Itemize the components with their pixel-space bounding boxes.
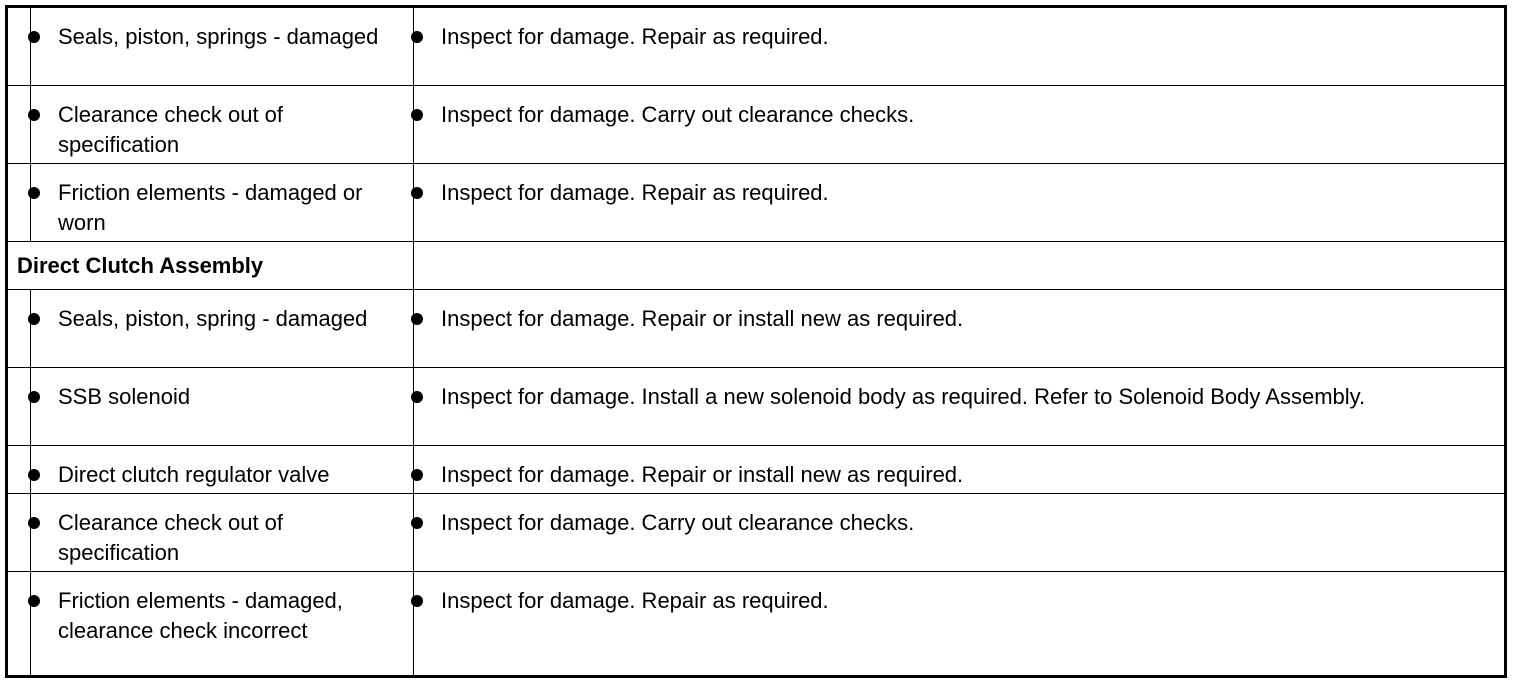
cause-cell [58, 178, 408, 238]
action-cell [441, 100, 1491, 130]
row-indent [8, 8, 31, 85]
cause-cell [58, 22, 408, 52]
table-row [8, 494, 1504, 572]
action-cell [441, 382, 1386, 412]
cause-cell [58, 586, 408, 646]
column-divider [413, 290, 414, 367]
cause-text: Clearance check out of specification [58, 102, 284, 157]
column-divider [413, 242, 414, 289]
bullet-icon [411, 187, 423, 199]
cause-cell [58, 508, 408, 568]
diagnosis-table [5, 5, 1507, 678]
cause-text: Friction elements - damaged or worn [58, 180, 363, 235]
cause-cell [58, 382, 408, 412]
bullet-icon [28, 313, 40, 325]
row-indent [8, 86, 31, 163]
bullet-icon [411, 469, 423, 481]
action-text: Inspect for damage. Repair or install new as required. [441, 462, 964, 487]
table-row [8, 86, 1504, 164]
action-cell [441, 460, 1491, 490]
action-text: Inspect for damage. Repair as required. [441, 588, 829, 613]
bullet-icon [28, 109, 40, 121]
row-indent [8, 446, 31, 493]
action-text: Inspect for damage. Carry out clearance checks. [441, 102, 915, 127]
cause-text: Direct clutch regulator valve [58, 462, 330, 487]
section-title: Direct Clutch Assembly [17, 253, 264, 278]
row-indent [8, 290, 31, 367]
column-divider [413, 86, 414, 163]
bullet-icon [411, 109, 423, 121]
column-divider [413, 494, 414, 571]
bullet-icon [411, 31, 423, 43]
column-divider [413, 368, 414, 445]
table-row [8, 446, 1504, 494]
action-text: Inspect for damage. Install a new solenoid body as required. Refer to Solenoid Body Assembly. [441, 384, 1366, 409]
action-cell [441, 22, 1491, 52]
cause-cell [58, 304, 408, 334]
action-cell [441, 508, 1491, 538]
bullet-icon [411, 391, 423, 403]
row-indent [8, 572, 31, 675]
table-row [8, 572, 1504, 675]
action-text: Inspect for damage. Carry out clearance checks. [441, 510, 915, 535]
bullet-icon [28, 469, 40, 481]
section-row [8, 242, 1504, 290]
row-indent [8, 164, 31, 241]
table-row [8, 290, 1504, 368]
column-divider [413, 572, 414, 675]
action-cell [441, 304, 1491, 334]
bullet-icon [411, 517, 423, 529]
row-indent [8, 494, 31, 571]
bullet-icon [28, 517, 40, 529]
table-row [8, 368, 1504, 446]
action-text: Inspect for damage. Repair as required. [441, 180, 829, 205]
bullet-icon [411, 313, 423, 325]
action-cell [441, 178, 1491, 208]
column-divider [413, 164, 414, 241]
bullet-icon [28, 187, 40, 199]
cause-text: Clearance check out of specification [58, 510, 284, 565]
cause-cell [58, 100, 408, 160]
row-indent [8, 368, 31, 445]
bullet-icon [28, 31, 40, 43]
bullet-icon [28, 391, 40, 403]
action-text: Inspect for damage. Repair or install new as required. [441, 306, 964, 331]
cause-text: Seals, piston, spring - damaged [58, 306, 368, 331]
cause-text: Seals, piston, springs - damaged [58, 24, 379, 49]
cause-cell [58, 460, 408, 490]
cause-text: Friction elements - damaged, clearance check incorrect [58, 588, 343, 643]
action-text: Inspect for damage. Repair as required. [441, 24, 829, 49]
bullet-icon [411, 595, 423, 607]
table-row [8, 8, 1504, 86]
cause-text: SSB solenoid [58, 384, 191, 409]
table-row [8, 164, 1504, 242]
column-divider [413, 8, 414, 85]
bullet-icon [28, 595, 40, 607]
action-cell [441, 586, 1491, 616]
